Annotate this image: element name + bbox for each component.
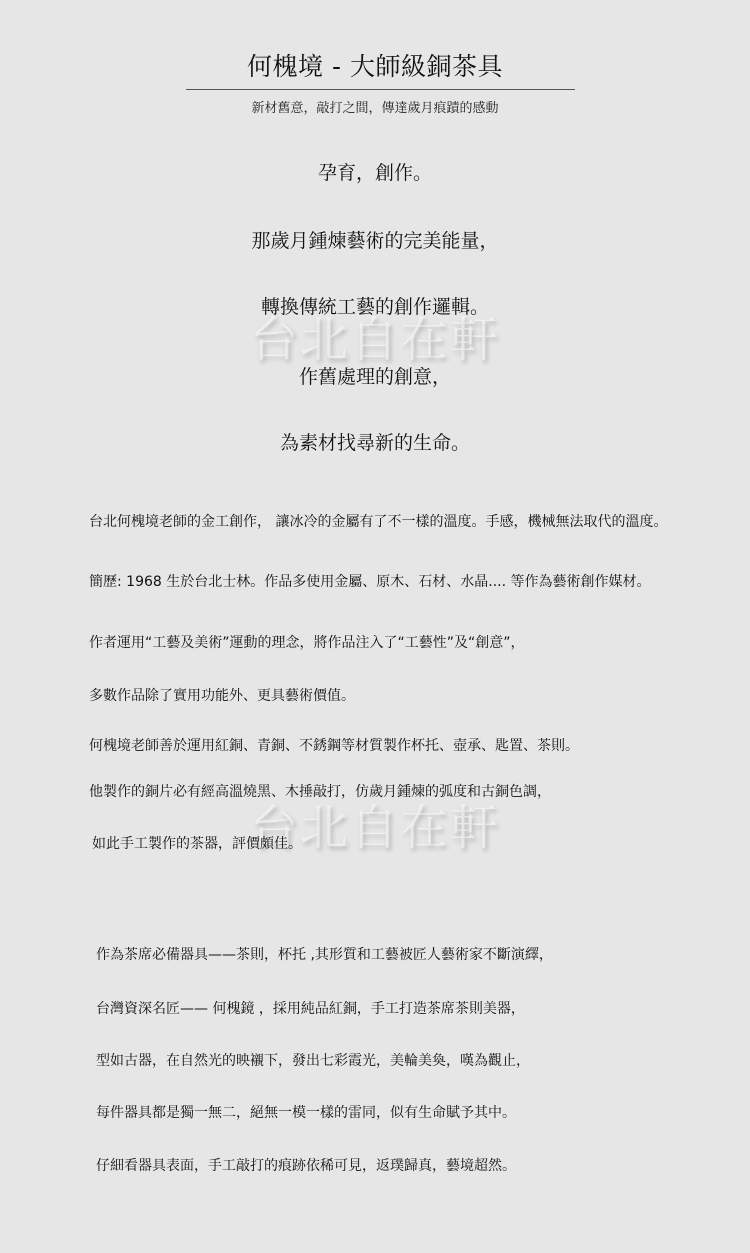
poem-line: 那歲月鍾煉藝術的完美能量， [251,230,499,252]
intro-line: 多數作品除了實用功能外、更具藝術價值。 [89,688,355,704]
closing-line: 每件器具都是獨一無二，絕無一模一樣的雷同，似有生命賦予其中。 [96,1105,516,1121]
closing-line: 台灣資深名匠—— 何槐鏡 ，採用純品紅銅，手工打造茶席茶則美器， [96,1001,525,1017]
closing-line: 型如古器，在自然光的映襯下，發出七彩霞光，美輪美奐，嘆為觀止， [96,1053,530,1069]
page-subtitle: 新材舊意，敲打之間，傳達歲月痕蹟的感動 [251,101,499,116]
intro-line: 台北何槐境老師的金工創作， 讓冰冷的金屬有了不一樣的溫度。手感，機械無法取代的溫度。 [89,514,668,530]
poem-line: 孕育，創作。 [317,162,432,184]
intro-line: 簡歷: 1968 生於台北士林。作品多使用金屬、原木、石材、水晶.... 等作為藝術創作媒材。 [89,574,651,590]
poem-line: 轉換傳統工藝的創作邏輯。 [260,296,489,318]
intro-line: 如此手工製作的茶器，評價頗佳。 [92,836,302,852]
intro-line: 他製作的銅片必有經高溫燒黑、木捶敲打，仿歲月鍾煉的弧度和古銅色調， [89,784,551,800]
closing-line: 作為茶席必備器具——茶則，杯托 ,其形質和工藝被匠人藝術家不斷演繹， [96,947,553,963]
title-divider [186,89,575,90]
poem-line: 為素材找尋新的生命。 [279,432,470,454]
intro-line: 作者運用“工藝及美術”運動的理念，將作品注入了“工藝性”及“創意”， [89,635,525,651]
poem-line: 作舊處理的創意， [298,366,451,388]
intro-line: 何槐境老師善於運用紅銅、青銅、不銹鋼等材質製作杯托、壺承、匙置、茶則。 [89,738,579,754]
page-title: 何槐境 - 大師級銅茶具 [247,52,503,81]
closing-line: 仔細看器具表面，手工敲打的痕跡依稀可見，返璞歸真，藝境超然。 [96,1158,516,1174]
watermark-top: 台北自在軒 [249,312,500,368]
watermark-bottom: 台北自在軒 [249,800,500,856]
